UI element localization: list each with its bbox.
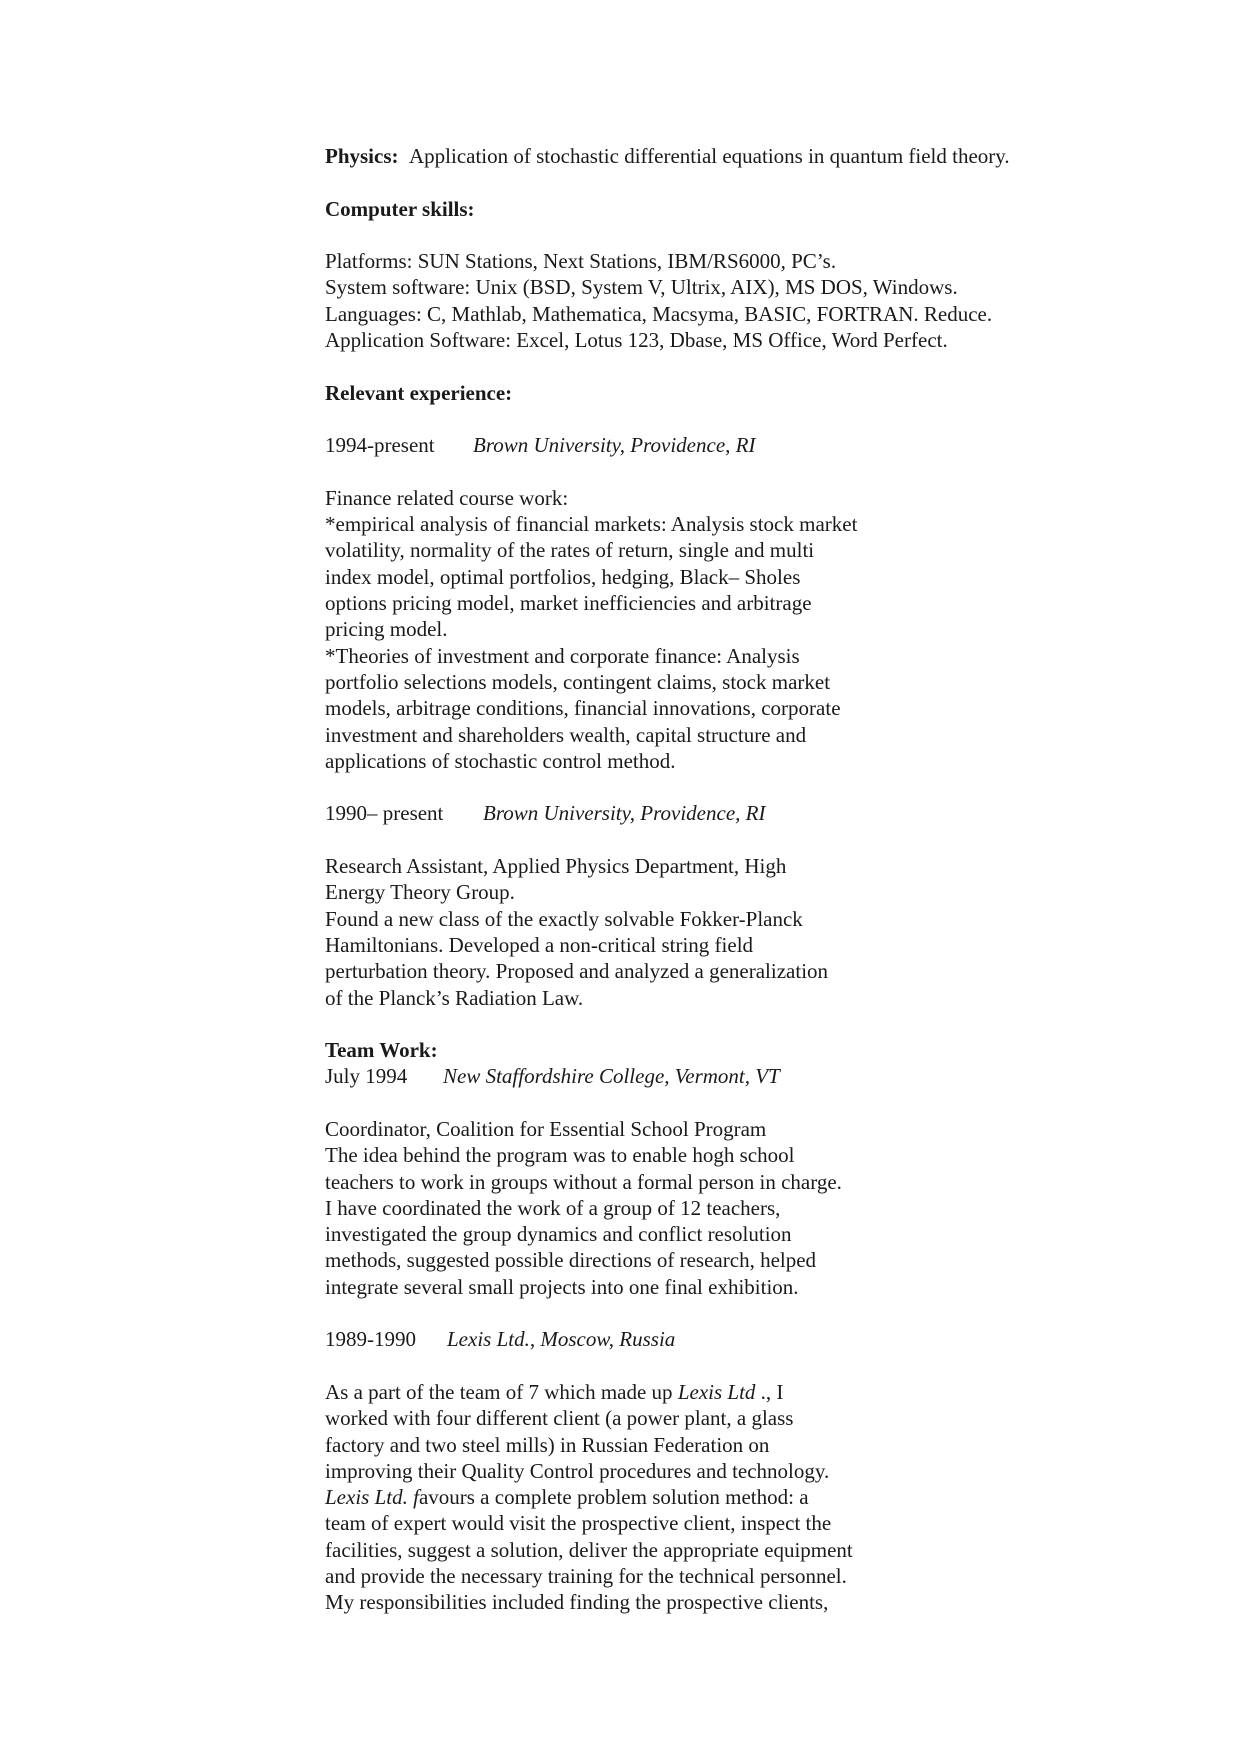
team-entry-2-dates: 1989-1990 (325, 1327, 416, 1352)
team-entry-2-line1-post: ., I (755, 1379, 784, 1404)
physics-line (325, 143, 1125, 169)
experience-entry-1-line: portfolio selections models, contingent claims, stock market (325, 669, 831, 694)
skills-platforms: Platforms: SUN Stations, Next Stations, IBM/RS6000, PC’s. (325, 249, 837, 274)
experience-entry-1-dates: 1994-present (325, 433, 435, 458)
team-entry-1-dates: July 1994 (325, 1064, 408, 1089)
team-entry-2-line: improving their Quality Control procedures and technology. (325, 1458, 830, 1483)
skills-system-software: System software: Unix (BSD, System V, Ultrix, AIX), MS DOS, Windows. (325, 275, 958, 300)
team-entry-2-line: factory and two steel mills) in Russian Federation on (325, 1432, 770, 1457)
skills-languages: Languages: C, Mathlab, Mathematica, Macsyma, BASIC, FORTRAN. Reduce. (325, 301, 993, 326)
team-entry-1-line: I have coordinated the work of a group of 12 teachers, (325, 1195, 781, 1220)
experience-entry-1-line: *Theories of investment and corporate finance: Analysis (325, 643, 800, 668)
computer-skills-heading: Computer skills: (325, 196, 475, 221)
experience-entry-2-line: Found a new class of the exactly solvable Fokker-Planck (325, 906, 803, 931)
team-entry-2-line (325, 1484, 1125, 1510)
team-entry-1-line: The idea behind the program was to enable hogh school (325, 1143, 795, 1168)
experience-entry-1-line: *empirical analysis of financial markets: Analysis stock market (325, 512, 858, 537)
experience-entry-1-line: Finance related course work: (325, 485, 569, 510)
experience-entry-2-line: Hamiltonians. Developed a non-critical string field (325, 932, 754, 957)
team-entry-1-line: methods, suggested possible directions of research, helped (325, 1248, 817, 1273)
team-entry-1-header (325, 1063, 1125, 1089)
experience-entry-1-header (325, 432, 1125, 458)
experience-entry-1-line: pricing model. (325, 617, 448, 642)
experience-entry-1-line: volatility, normality of the rates of return, single and multi (325, 538, 815, 563)
relevant-experience-heading: Relevant experience: (325, 380, 513, 405)
experience-entry-1-line: index model, optimal portfolios, hedging, Black– Sholes (325, 564, 801, 589)
experience-entry-2-line: of the Planck’s Radiation Law. (325, 985, 584, 1010)
team-entry-2-line: My responsibilities included finding the prospective clients, (325, 1590, 829, 1615)
resume-page (325, 143, 1125, 1616)
team-entry-2-header (325, 1326, 1125, 1352)
experience-entry-1-line: models, arbitrage conditions, financial innovations, corporate (325, 696, 841, 721)
team-entry-1-line: integrate several small projects into one final exhibition. (325, 1274, 799, 1299)
team-entry-2-line5-post: avours a complete problem solution method: a (418, 1485, 809, 1510)
experience-entry-1-line: options pricing model, market inefficiencies and arbitrage (325, 591, 812, 616)
team-entry-2-line5-company: Lexis Ltd. f (325, 1485, 419, 1510)
team-entry-1-line: Coordinator, Coalition for Essential School Program (325, 1116, 767, 1141)
physics-text: Application of stochastic differential equations in quantum field theory. (409, 144, 1010, 168)
experience-entry-1-line: investment and shareholders wealth, capital structure and (325, 722, 807, 747)
team-entry-2-line: facilities, suggest a solution, deliver the appropriate equipment (325, 1537, 853, 1562)
experience-entry-1-line: applications of stochastic control method. (325, 748, 676, 773)
experience-entry-2-line: perturbation theory. Proposed and analyzed a generalization (325, 959, 829, 984)
experience-entry-1-org: Brown University, Providence, RI (473, 433, 756, 458)
team-entry-1-org: New Staffordshire College, Vermont, VT (443, 1064, 780, 1089)
experience-entry-2-org: Brown University, Providence, RI (483, 801, 766, 826)
team-entry-2-line1-company: Lexis Ltd (677, 1379, 756, 1404)
experience-entry-2-line: Research Assistant, Applied Physics Department, High (325, 854, 787, 879)
team-entry-2-line: worked with four different client (a power plant, a glass (325, 1406, 794, 1431)
team-entry-2-line (325, 1379, 1125, 1405)
team-entry-1-line: teachers to work in groups without a formal person in charge. (325, 1169, 842, 1194)
team-entry-2-line: and provide the necessary training for the technical personnel. (325, 1564, 847, 1589)
experience-entry-2-line: Energy Theory Group. (325, 880, 515, 905)
experience-entry-2-header (325, 800, 1125, 826)
team-entry-2-line: team of expert would visit the prospective client, inspect the (325, 1511, 832, 1536)
skills-application-software: Application Software: Excel, Lotus 123, Dbase, MS Office, Word Perfect. (325, 328, 948, 353)
team-entry-2-org: Lexis Ltd., Moscow, Russia (447, 1327, 676, 1352)
team-work-heading: Team Work: (325, 1038, 438, 1063)
physics-label: Physics: (325, 144, 399, 168)
experience-entry-2-dates: 1990– present (325, 801, 444, 826)
team-entry-2-line1-pre: As a part of the team of 7 which made up (325, 1379, 678, 1404)
team-entry-1-line: investigated the group dynamics and conflict resolution (325, 1222, 792, 1247)
